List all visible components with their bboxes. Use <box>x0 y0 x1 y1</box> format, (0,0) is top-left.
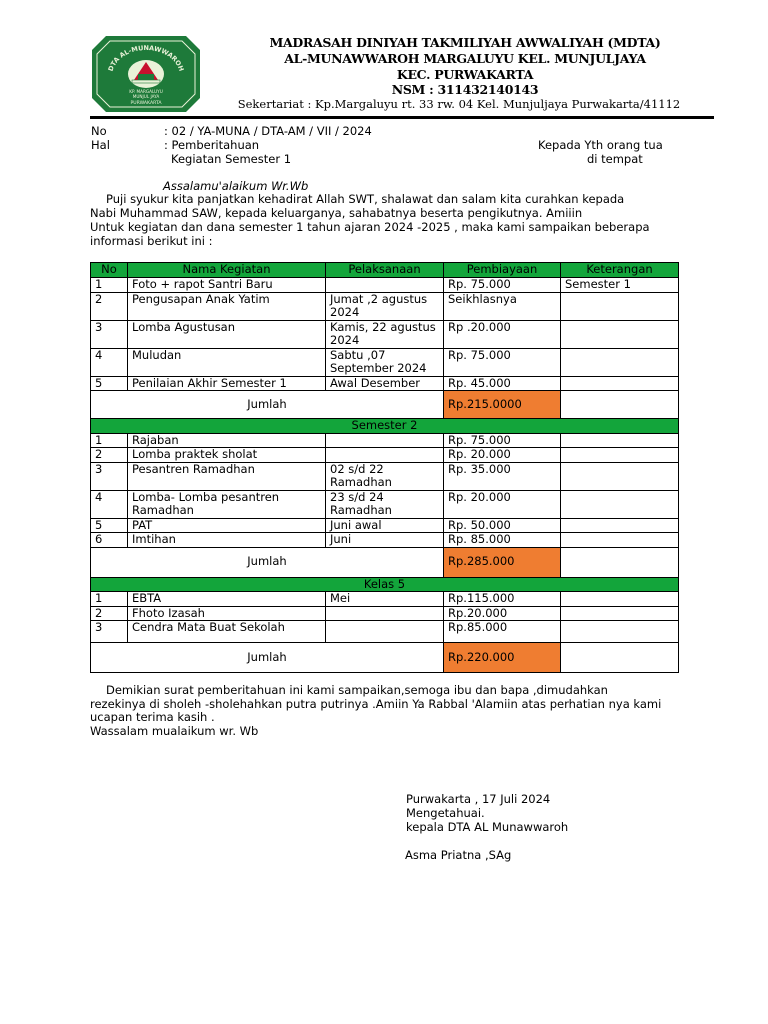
cell-pembiayaan: Rp. 75.000 <box>444 433 561 448</box>
cell-kegiatan: Cendra Mata Buat Sekolah <box>128 621 326 643</box>
salam-penutup: Wassalam mualaikum wr. Wb <box>90 724 259 738</box>
cell-keterangan <box>561 348 679 376</box>
kop-line-4: NSM : 311432140143 <box>391 82 539 97</box>
total-row-kelas-5 <box>91 643 679 673</box>
cell-pembiayaan: Rp. 85.000 <box>444 533 561 548</box>
cell-keterangan <box>561 448 679 463</box>
cell-pelaksanaan: 02 s/d 22 Ramadhan <box>326 462 444 490</box>
section-label-kelas-5: Kelas 5 <box>91 577 679 592</box>
cell-keterangan <box>561 606 679 621</box>
table-row <box>91 518 679 533</box>
logo-inner-text-3: PURWAKARTA <box>130 101 162 106</box>
kop-line-1: MADRASAH DINIYAH TAKMILIYAH AWWALIYAH (MDTA) <box>269 35 661 50</box>
table-row <box>91 320 679 348</box>
kop-line-2: AL-MUNAWWAROH MARGALUYU KEL. MUNJULJAYA <box>284 51 646 66</box>
cell-kegiatan: Lomba Agustusan <box>128 320 326 348</box>
col-header-nama-kegiatan: Nama Kegiatan <box>128 263 326 278</box>
cell-pelaksanaan <box>326 448 444 463</box>
cell-pembiayaan: Rp .20.000 <box>444 320 561 348</box>
cell-no: 4 <box>91 490 128 518</box>
table-row <box>91 292 679 320</box>
cell-no: 5 <box>91 518 128 533</box>
cell-pelaksanaan <box>326 278 444 293</box>
closing-paragraph: Demikian surat pemberitahuan ini kami sampaikan,semoga ibu dan bapa ,dimudahkan rezekinya di sholeh -sholehahkan putra putrinya .Amiin Ya Rabbal 'Alamiin atas perhatian nya kami ucapan terima kasih . <box>90 683 662 724</box>
col-header-pelaksanaan: Pelaksanaan <box>326 263 444 278</box>
signer-title: kepala DTA AL Munawwaroh <box>406 820 569 834</box>
cell-pembiayaan: Rp. 75.000 <box>444 348 561 376</box>
kop-line-3: KEC. PURWAKARTA <box>396 67 534 82</box>
table-row <box>91 448 679 463</box>
cell-no: 6 <box>91 533 128 548</box>
col-header-no: No <box>91 263 128 278</box>
cell-no: 4 <box>91 348 128 376</box>
logo-inner-text-2: MUNJUL JAYA <box>132 94 160 99</box>
table-row <box>91 592 679 607</box>
kop-address: Sekertariat : Kp.Margaluyu rt. 33 rw. 04 Kel. Munjuljaya Purwakarta/41112 <box>237 97 681 111</box>
cell-keterangan <box>561 621 679 643</box>
cell-keterangan <box>561 462 679 490</box>
total-row-semester-1 <box>91 391 679 419</box>
logo-ring-text: DTA AL-MUNAWWAROH <box>106 43 186 73</box>
cell-keterangan <box>561 490 679 518</box>
place-date: Purwakarta , 17 Juli 2024 <box>406 792 551 806</box>
hal-value-2: Kegiatan Semester 1 <box>171 152 292 166</box>
recipient-line-1: Kepada Yth orang tua <box>538 138 663 152</box>
cell-no: 5 <box>91 376 128 391</box>
cell-keterangan <box>561 433 679 448</box>
table-row <box>91 348 679 376</box>
table-row <box>91 490 679 518</box>
cell-keterangan <box>561 376 679 391</box>
cell-pelaksanaan <box>326 433 444 448</box>
cell-kegiatan: Imtihan <box>128 533 326 548</box>
recipient-line-2: di tempat <box>587 152 643 166</box>
cell-no: 3 <box>91 621 128 643</box>
cell-kegiatan: Penilaian Akhir Semester 1 <box>128 376 326 391</box>
cell-no: 1 <box>91 433 128 448</box>
cell-pelaksanaan: Mei <box>326 592 444 607</box>
cell-kegiatan: PAT <box>128 518 326 533</box>
total-semester-1: Rp.215.0000 <box>444 391 561 419</box>
cell-no: 2 <box>91 292 128 320</box>
cell-pelaksanaan: Kamis, 22 agustus 2024 <box>326 320 444 348</box>
cell-keterangan <box>561 592 679 607</box>
cell-no: 1 <box>91 592 128 607</box>
cell-pembiayaan: Rp. 20.000 <box>444 448 561 463</box>
activity-table <box>90 262 679 673</box>
cell-pembiayaan: Rp.85.000 <box>444 621 561 643</box>
cell-no: 3 <box>91 462 128 490</box>
jumlah-label: Jumlah <box>91 643 444 673</box>
cell-kegiatan: Lomba praktek sholat <box>128 448 326 463</box>
intro-paragraph: Untuk kegiatan dan dana semester 1 tahun ajaran 2024 -2025 , maka kami sampaikan beberapa informasi berikut ini : <box>90 220 650 248</box>
hal-value: : Pemberitahuan <box>164 138 260 152</box>
kop-divider <box>90 116 714 119</box>
cell-pelaksanaan: Juni awal <box>326 518 444 533</box>
section-row-semester-2 <box>91 419 679 434</box>
cell-kegiatan: EBTA <box>128 592 326 607</box>
table-header-row <box>91 263 679 278</box>
cell-pembiayaan: Rp.20.000 <box>444 606 561 621</box>
cell-pelaksanaan <box>326 621 444 643</box>
school-logo-emblem <box>92 36 200 112</box>
cell-kegiatan: Pengusapan Anak Yatim <box>128 292 326 320</box>
cell-pembiayaan: Rp. 75.000 <box>444 278 561 293</box>
table-row <box>91 433 679 448</box>
cell-pembiayaan: Seikhlasnya <box>444 292 561 320</box>
section-row-kelas-5 <box>91 577 679 592</box>
cell-kegiatan: Pesantren Ramadhan <box>128 462 326 490</box>
cell-pelaksanaan: Jumat ,2 agustus 2024 <box>326 292 444 320</box>
cell-no: 2 <box>91 448 128 463</box>
no-label: No <box>91 124 107 138</box>
section-label-semester-2: Semester 2 <box>91 419 679 434</box>
cell-kegiatan: Foto + rapot Santri Baru <box>128 278 326 293</box>
jumlah-label: Jumlah <box>91 391 444 419</box>
cell-pembiayaan: Rp.115.000 <box>444 592 561 607</box>
logo-inner-text-1: KP. MARGALUYU <box>129 89 163 94</box>
col-header-pembiayaan: Pembiayaan <box>444 263 561 278</box>
total-kelas-5: Rp.220.000 <box>444 643 561 673</box>
cell-keterangan <box>561 643 679 673</box>
cell-keterangan <box>561 391 679 419</box>
cell-pelaksanaan: Sabtu ,07 September 2024 <box>326 348 444 376</box>
table-row <box>91 278 679 293</box>
cell-no: 1 <box>91 278 128 293</box>
table-row <box>91 606 679 621</box>
cell-pembiayaan: Rp. 45.000 <box>444 376 561 391</box>
cell-pelaksanaan: Juni <box>326 533 444 548</box>
cell-pelaksanaan <box>326 606 444 621</box>
cell-pelaksanaan: Awal Desember <box>326 376 444 391</box>
table-row <box>91 462 679 490</box>
school-logo <box>92 36 200 112</box>
table-row <box>91 376 679 391</box>
cell-pembiayaan: Rp. 35.000 <box>444 462 561 490</box>
cell-kegiatan: Rajaban <box>128 433 326 448</box>
cell-kegiatan: Lomba- Lomba pesantren Ramadhan <box>128 490 326 518</box>
hal-label: Hal <box>91 138 110 152</box>
greeting: Assalamu'alaikum Wr.Wb <box>163 179 309 193</box>
cell-keterangan <box>561 292 679 320</box>
mengetahui-label: Mengetahuai. <box>406 806 485 820</box>
table-row <box>91 621 679 643</box>
cell-keterangan <box>561 547 679 577</box>
col-header-keterangan: Keterangan <box>561 263 679 278</box>
cell-keterangan <box>561 320 679 348</box>
table-row <box>91 533 679 548</box>
opening-paragraph: Puji syukur kita panjatkan kehadirat Allah SWT, shalawat dan salam kita curahkan kepada Nabi Muhammad SAW, kepada keluarganya, sahabatnya beserta pengikutnya. Amiiin <box>90 192 625 220</box>
cell-kegiatan: Fhoto Izasah <box>128 606 326 621</box>
cell-pembiayaan: Rp. 20.000 <box>444 490 561 518</box>
cell-keterangan <box>561 533 679 548</box>
cell-pelaksanaan: 23 s/d 24 Ramadhan <box>326 490 444 518</box>
signer-name: Asma Priatna ,SAg <box>405 848 512 862</box>
no-value: : 02 / YA-MUNA / DTA-AM / VII / 2024 <box>164 124 372 138</box>
cell-no: 2 <box>91 606 128 621</box>
cell-no: 3 <box>91 320 128 348</box>
cell-keterangan: Semester 1 <box>561 278 679 293</box>
cell-pembiayaan: Rp. 50.000 <box>444 518 561 533</box>
total-row-semester-2 <box>91 547 679 577</box>
total-semester-2: Rp.285.000 <box>444 547 561 577</box>
cell-kegiatan: Muludan <box>128 348 326 376</box>
jumlah-label: Jumlah <box>91 547 444 577</box>
cell-keterangan <box>561 518 679 533</box>
